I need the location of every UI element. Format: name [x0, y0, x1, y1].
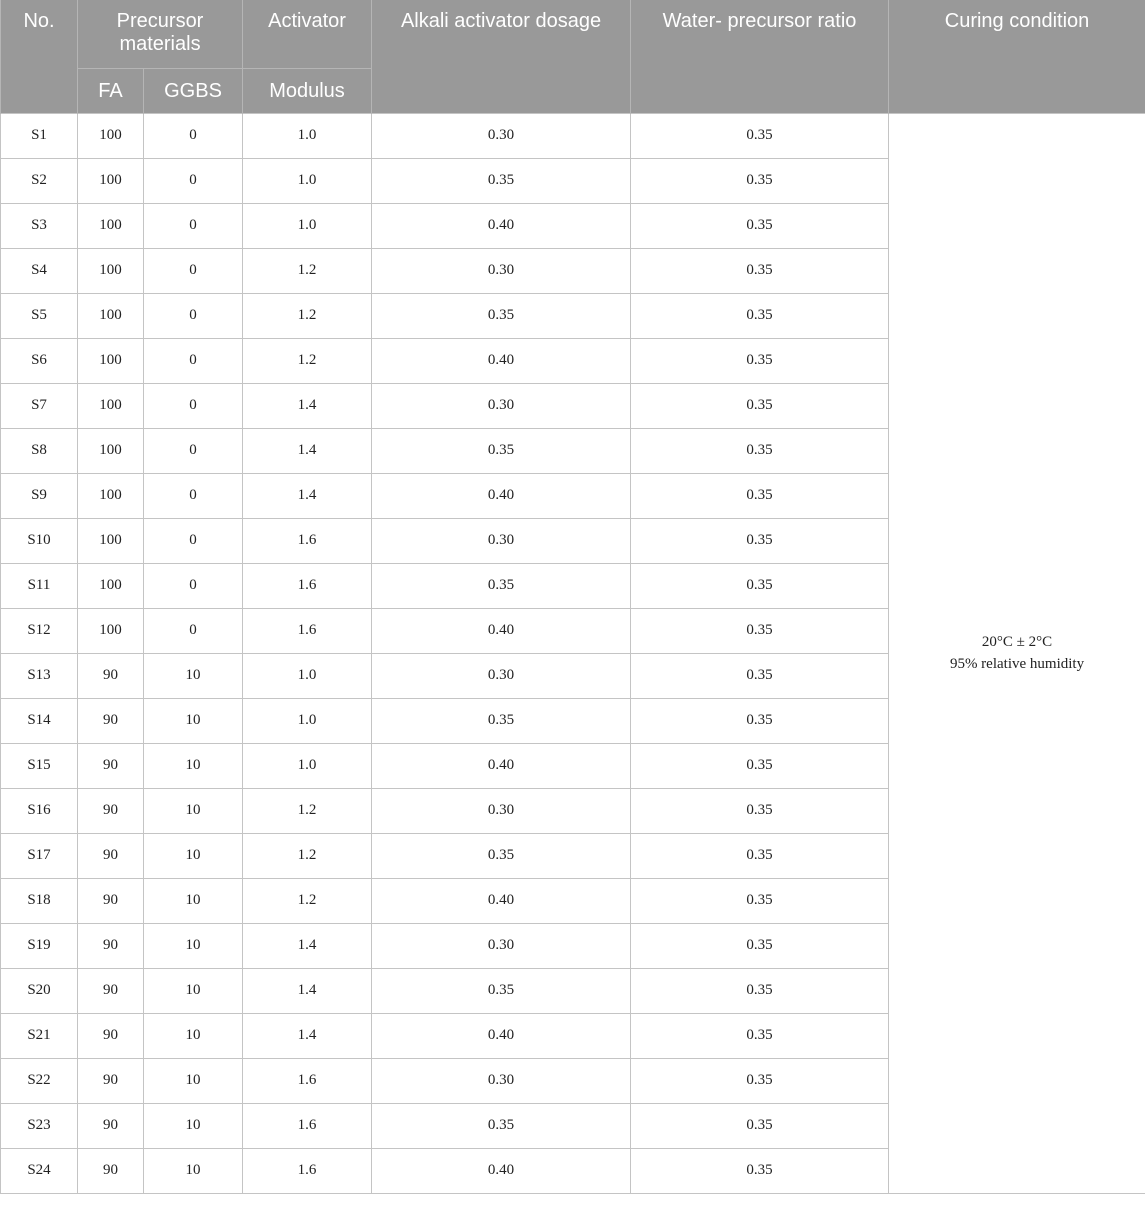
cell-water-ratio: 0.35 [631, 1103, 889, 1148]
cell-no: S11 [1, 563, 78, 608]
cell-fa: 90 [78, 653, 144, 698]
cell-modulus: 1.6 [243, 1148, 372, 1193]
cell-alkali-dosage: 0.30 [372, 923, 631, 968]
cell-no: S4 [1, 248, 78, 293]
cell-alkali-dosage: 0.30 [372, 788, 631, 833]
cell-water-ratio: 0.35 [631, 1058, 889, 1103]
cell-no: S2 [1, 158, 78, 203]
cell-water-ratio: 0.35 [631, 968, 889, 1013]
cell-modulus: 1.6 [243, 1103, 372, 1148]
cell-ggbs: 0 [144, 428, 243, 473]
table-body [1, 113, 1145, 1193]
cell-modulus: 1.2 [243, 878, 372, 923]
cell-water-ratio: 0.35 [631, 653, 889, 698]
cell-modulus: 1.4 [243, 428, 372, 473]
cell-alkali-dosage: 0.35 [372, 833, 631, 878]
cell-water-ratio: 0.35 [631, 248, 889, 293]
cell-water-ratio: 0.35 [631, 1013, 889, 1058]
cell-modulus: 1.4 [243, 473, 372, 518]
cell-modulus: 1.0 [243, 743, 372, 788]
cell-fa: 100 [78, 293, 144, 338]
cell-curing-condition [889, 113, 1145, 1193]
cell-alkali-dosage: 0.40 [372, 338, 631, 383]
cell-fa: 100 [78, 563, 144, 608]
cell-alkali-dosage: 0.40 [372, 473, 631, 518]
cell-alkali-dosage: 0.40 [372, 608, 631, 653]
header-modulus: Modulus [243, 68, 372, 113]
cell-ggbs: 10 [144, 698, 243, 743]
cell-water-ratio: 0.35 [631, 923, 889, 968]
cell-alkali-dosage: 0.40 [372, 743, 631, 788]
cell-fa: 100 [78, 473, 144, 518]
cell-no: S14 [1, 698, 78, 743]
header-curing-condition: Curing condition [889, 0, 1145, 113]
cell-modulus: 1.0 [243, 653, 372, 698]
cell-no: S24 [1, 1148, 78, 1193]
cell-water-ratio: 0.35 [631, 743, 889, 788]
cell-no: S17 [1, 833, 78, 878]
cell-fa: 100 [78, 608, 144, 653]
cell-ggbs: 10 [144, 968, 243, 1013]
cell-no: S9 [1, 473, 78, 518]
cell-modulus: 1.4 [243, 968, 372, 1013]
cell-no: S10 [1, 518, 78, 563]
cell-water-ratio: 0.35 [631, 203, 889, 248]
cell-ggbs: 10 [144, 1058, 243, 1103]
cell-alkali-dosage: 0.35 [372, 563, 631, 608]
cell-no: S19 [1, 923, 78, 968]
cell-fa: 100 [78, 518, 144, 563]
cell-alkali-dosage: 0.35 [372, 1103, 631, 1148]
cell-fa: 100 [78, 113, 144, 158]
cell-fa: 90 [78, 788, 144, 833]
cell-modulus: 1.2 [243, 338, 372, 383]
cell-no: S15 [1, 743, 78, 788]
cell-water-ratio: 0.35 [631, 473, 889, 518]
cell-ggbs: 0 [144, 608, 243, 653]
cell-modulus: 1.2 [243, 248, 372, 293]
cell-ggbs: 0 [144, 293, 243, 338]
header-precursor-materials: Precursor materials [78, 0, 243, 68]
cell-water-ratio: 0.35 [631, 338, 889, 383]
cell-no: S20 [1, 968, 78, 1013]
header-water-precursor-ratio: Water- precursor ratio [631, 0, 889, 113]
cell-modulus: 1.0 [243, 158, 372, 203]
header-alkali-activator-dosage: Alkali activator dosage [372, 0, 631, 113]
cell-modulus: 1.6 [243, 1058, 372, 1103]
cell-fa: 90 [78, 1013, 144, 1058]
header-activator: Activator [243, 0, 372, 68]
cell-ggbs: 0 [144, 473, 243, 518]
cell-modulus: 1.0 [243, 113, 372, 158]
cell-fa: 90 [78, 698, 144, 743]
cell-no: S21 [1, 1013, 78, 1058]
cell-no: S22 [1, 1058, 78, 1103]
cell-water-ratio: 0.35 [631, 698, 889, 743]
cell-alkali-dosage: 0.30 [372, 113, 631, 158]
cell-ggbs: 0 [144, 563, 243, 608]
cell-fa: 90 [78, 1058, 144, 1103]
cell-water-ratio: 0.35 [631, 833, 889, 878]
cell-alkali-dosage: 0.30 [372, 1058, 631, 1103]
cell-alkali-dosage: 0.35 [372, 698, 631, 743]
table-row [1, 113, 1145, 158]
cell-alkali-dosage: 0.30 [372, 653, 631, 698]
cell-ggbs: 0 [144, 113, 243, 158]
cell-water-ratio: 0.35 [631, 113, 889, 158]
cell-ggbs: 10 [144, 1013, 243, 1058]
cell-alkali-dosage: 0.30 [372, 383, 631, 428]
cell-water-ratio: 0.35 [631, 158, 889, 203]
cell-modulus: 1.6 [243, 608, 372, 653]
cell-ggbs: 0 [144, 338, 243, 383]
cell-no: S18 [1, 878, 78, 923]
cell-alkali-dosage: 0.40 [372, 203, 631, 248]
cell-fa: 90 [78, 878, 144, 923]
cell-alkali-dosage: 0.30 [372, 248, 631, 293]
cell-ggbs: 10 [144, 878, 243, 923]
cell-ggbs: 10 [144, 653, 243, 698]
cell-modulus: 1.2 [243, 833, 372, 878]
header-ggbs: GGBS [144, 68, 243, 113]
cell-no: S8 [1, 428, 78, 473]
cell-water-ratio: 0.35 [631, 1148, 889, 1193]
cell-water-ratio: 0.35 [631, 878, 889, 923]
cell-ggbs: 10 [144, 923, 243, 968]
cell-ggbs: 10 [144, 833, 243, 878]
curing-temperature: 20°C ± 2°C [981, 634, 1053, 650]
cell-modulus: 1.4 [243, 1013, 372, 1058]
cell-no: S6 [1, 338, 78, 383]
cell-fa: 100 [78, 428, 144, 473]
cell-no: S13 [1, 653, 78, 698]
cell-alkali-dosage: 0.35 [372, 158, 631, 203]
cell-modulus: 1.0 [243, 698, 372, 743]
cell-ggbs: 10 [144, 1103, 243, 1148]
cell-alkali-dosage: 0.35 [372, 428, 631, 473]
cell-fa: 100 [78, 248, 144, 293]
cell-modulus: 1.2 [243, 293, 372, 338]
cell-alkali-dosage: 0.30 [372, 518, 631, 563]
cell-fa: 90 [78, 968, 144, 1013]
cell-ggbs: 0 [144, 248, 243, 293]
cell-alkali-dosage: 0.40 [372, 1148, 631, 1193]
cell-fa: 90 [78, 1103, 144, 1148]
header-no: No. [1, 0, 78, 113]
cell-fa: 100 [78, 383, 144, 428]
cell-ggbs: 0 [144, 383, 243, 428]
cell-ggbs: 10 [144, 788, 243, 833]
cell-alkali-dosage: 0.35 [372, 293, 631, 338]
cell-modulus: 1.0 [243, 203, 372, 248]
cell-fa: 100 [78, 158, 144, 203]
cell-water-ratio: 0.35 [631, 608, 889, 653]
cell-no: S5 [1, 293, 78, 338]
header-fa: FA [78, 68, 144, 113]
cell-ggbs: 10 [144, 743, 243, 788]
cell-no: S16 [1, 788, 78, 833]
cell-modulus: 1.6 [243, 518, 372, 563]
cell-water-ratio: 0.35 [631, 788, 889, 833]
cell-fa: 100 [78, 203, 144, 248]
cell-ggbs: 0 [144, 203, 243, 248]
cell-ggbs: 0 [144, 158, 243, 203]
cell-alkali-dosage: 0.40 [372, 878, 631, 923]
cell-water-ratio: 0.35 [631, 518, 889, 563]
cell-alkali-dosage: 0.40 [372, 1013, 631, 1058]
cell-alkali-dosage: 0.35 [372, 968, 631, 1013]
cell-fa: 90 [78, 833, 144, 878]
cell-fa: 90 [78, 1148, 144, 1193]
cell-fa: 90 [78, 923, 144, 968]
cell-no: S7 [1, 383, 78, 428]
cell-water-ratio: 0.35 [631, 563, 889, 608]
cell-no: S3 [1, 203, 78, 248]
cell-no: S12 [1, 608, 78, 653]
cell-fa: 90 [78, 743, 144, 788]
cell-no: S1 [1, 113, 78, 158]
table-header [1, 0, 1145, 113]
curing-humidity: 95% relative humidity [949, 656, 1085, 672]
cell-ggbs: 0 [144, 518, 243, 563]
cell-modulus: 1.4 [243, 923, 372, 968]
cell-modulus: 1.2 [243, 788, 372, 833]
cell-water-ratio: 0.35 [631, 428, 889, 473]
cell-modulus: 1.6 [243, 563, 372, 608]
cell-no: S23 [1, 1103, 78, 1148]
cell-water-ratio: 0.35 [631, 383, 889, 428]
cell-fa: 100 [78, 338, 144, 383]
cell-modulus: 1.4 [243, 383, 372, 428]
cell-water-ratio: 0.35 [631, 293, 889, 338]
cell-ggbs: 10 [144, 1148, 243, 1193]
